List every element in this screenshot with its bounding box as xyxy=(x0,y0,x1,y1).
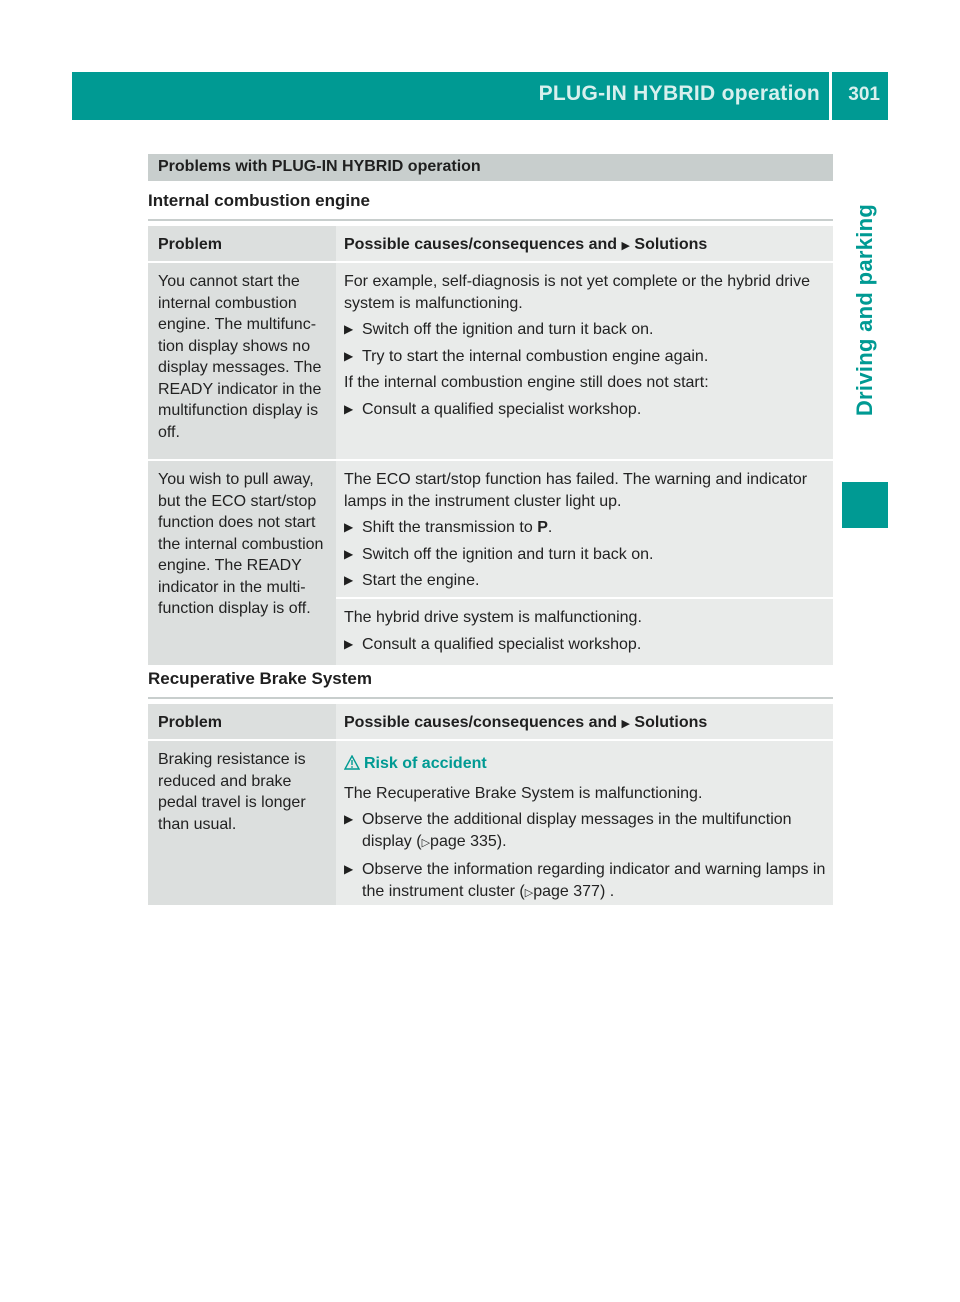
column-header-solutions-text: Solutions xyxy=(634,714,708,731)
chapter-title: PLUG-IN HYBRID operation xyxy=(538,82,820,105)
step-text: Start the engine. xyxy=(362,572,480,589)
column-header-causes xyxy=(336,704,833,739)
solution-step xyxy=(344,570,827,592)
column-header-problem: Problem xyxy=(148,704,336,739)
solution-cell xyxy=(336,599,833,665)
step-text: Observe the additional display messages in the multifunction display ( xyxy=(362,811,792,850)
step-arrow-icon: ▶ xyxy=(344,322,354,336)
table-header-row xyxy=(148,226,833,263)
step-text: Observe the information regarding indicator and warning lamps in the instrument cluster ( xyxy=(362,861,826,900)
page-reference-link[interactable]: page 377 xyxy=(533,882,600,900)
table-recuperative-brake-system xyxy=(148,704,833,905)
solution-step xyxy=(344,517,827,539)
column-header-causes xyxy=(336,226,833,261)
section-title-bar xyxy=(148,154,833,181)
step-arrow-icon: ▶ xyxy=(344,546,354,561)
step-text: Switch off the ignition and turn it back on. xyxy=(362,545,654,563)
solution-step xyxy=(344,399,827,421)
solution-cell xyxy=(336,461,833,599)
solution-cell-group xyxy=(336,461,833,665)
step-text: Switch off the ignition and turn it back on. xyxy=(362,321,654,338)
page-number: 301 xyxy=(848,84,880,105)
section-title: Problems with PLUG-IN HYBRID operation xyxy=(158,158,481,175)
problem-cell: You wish to pull away, but the ECO start/stop function does not start the internal combustion engine. The READY indicator in the multifunction display is off. xyxy=(148,461,336,665)
step-text: Try to start the internal combustion engine again. xyxy=(362,347,709,365)
column-header-solutions-text: Solutions xyxy=(634,236,708,253)
column-header-causes-text: Possible causes/consequences and xyxy=(344,714,618,731)
arrow-icon: ▶ xyxy=(621,240,630,252)
page-ref-icon: ▷ xyxy=(421,836,431,849)
side-tab-label: Driving and parking xyxy=(852,203,877,417)
table-row xyxy=(148,263,833,461)
column-header-causes-text: Possible causes/consequences and xyxy=(344,236,618,253)
solution-step xyxy=(344,809,827,854)
step-arrow-icon: ▶ xyxy=(344,862,354,876)
step-text: Consult a qualified specialist workshop. xyxy=(362,635,642,653)
arrow-icon: ▶ xyxy=(621,718,630,730)
table-header-row xyxy=(148,704,833,741)
step-arrow-icon: ▶ xyxy=(344,520,354,534)
step-text-suffix: ) . xyxy=(599,882,615,900)
column-header-problem: Problem xyxy=(148,226,336,261)
chapter-marker-icon xyxy=(842,482,888,528)
problem-cell: Braking resistance is reduced and brake pedal travel is longer than usual. xyxy=(148,741,336,905)
problem-cell: You cannot start the internal combustion engine. The multifunction display shows no display messages. The READY indicator in the multifunction display is off. xyxy=(148,263,336,459)
step-arrow-icon: ▶ xyxy=(344,812,354,826)
solution-cell xyxy=(336,263,833,459)
cause-text: The ECO start/stop function has failed. The warning and indicator lamps in the instrument cluster light up. xyxy=(344,471,808,510)
step-text: Consult a qualified specialist workshop. xyxy=(362,400,642,418)
solution-cell xyxy=(336,741,833,905)
solution-step xyxy=(344,634,827,656)
page-header xyxy=(72,72,888,120)
gear-position-p: P xyxy=(537,519,548,536)
table-internal-combustion-engine xyxy=(148,226,833,665)
cause-text: The Recuperative Brake System is malfunctioning. xyxy=(344,784,703,802)
table-row xyxy=(148,741,833,905)
step-arrow-icon: ▶ xyxy=(344,573,354,587)
warning-text: Risk of accident xyxy=(364,755,487,772)
header-divider xyxy=(829,72,832,120)
step-text-suffix: . xyxy=(547,519,553,536)
step-arrow-icon: ▶ xyxy=(344,348,354,363)
step-text: Shift the transmission to xyxy=(362,519,538,536)
cause-text: For example, self-diagnosis is not yet complete or the hybrid drive system is malfunctioning. xyxy=(344,273,810,312)
warning-label xyxy=(344,753,827,775)
side-tab xyxy=(842,150,888,475)
step-arrow-icon: ▶ xyxy=(344,636,354,651)
warning-triangle-icon xyxy=(344,755,360,770)
note-text: If the internal combustion engine still does not start: xyxy=(344,374,709,391)
solution-step xyxy=(344,319,827,341)
cause-text: The hybrid drive system is malfunctioning. xyxy=(344,609,642,626)
step-arrow-icon: ▶ xyxy=(344,401,354,416)
solution-step xyxy=(344,859,827,904)
page-ref-icon: ▷ xyxy=(524,886,534,899)
table-row xyxy=(148,461,833,665)
solution-step xyxy=(344,346,827,368)
solution-step xyxy=(344,544,827,566)
step-text-suffix: ). xyxy=(496,832,507,850)
table2-heading: Recuperative Brake System xyxy=(148,669,833,699)
table1-heading: Internal combustion engine xyxy=(148,191,833,221)
page-reference-link[interactable]: page 335 xyxy=(430,832,497,850)
